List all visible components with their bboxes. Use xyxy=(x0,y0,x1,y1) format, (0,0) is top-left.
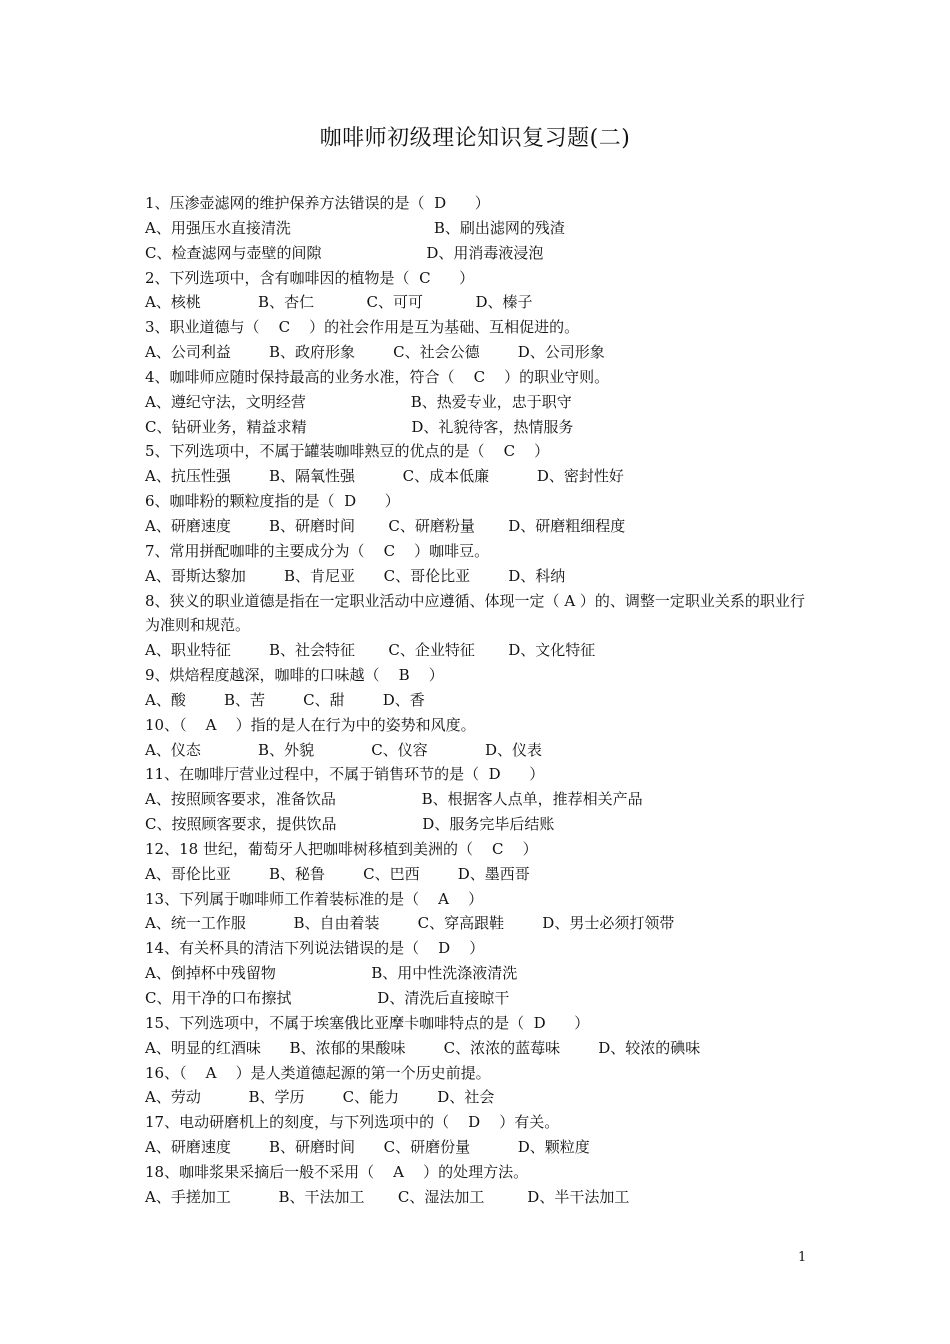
answer-options: C、钻研业务，精益求精 D、礼貌待客，热情服务 xyxy=(145,417,574,436)
answer-options: A、哥伦比亚 B、秘鲁 C、巴西 D、墨西哥 xyxy=(145,864,530,883)
question-text: 18、咖啡浆果采摘后一般不采用（ A ）的处理方法。 xyxy=(145,1162,529,1181)
question-text: 3、职业道德与（ C ）的社会作用是互为基础、互相促进的。 xyxy=(145,318,580,337)
question-text: 1、压渗壶滤网的维护保养方法错误的是（ D ） xyxy=(145,194,490,212)
question-text: 6、咖啡粉的颗粒度指的是（ D ） xyxy=(145,492,400,511)
page-number: 1 xyxy=(798,1250,807,1265)
answer-options: A、按照顾客要求，准备饮品 B、根据客人点单，推荐相关产品 xyxy=(145,790,643,809)
answer-options: A、倒掉杯中残留物 B、用中性洗涤液清洗 xyxy=(145,964,518,983)
question-text: 16、（ A ）是人类道德起源的第一个历史前提。 xyxy=(145,1063,491,1082)
question-text: 15、下列选项中，不属于埃塞俄比亚摩卡咖啡特点的是（ D ） xyxy=(145,1013,590,1032)
answer-options: A、公司利益 B、政府形象 C、社会公德 D、公司形象 xyxy=(145,343,605,362)
answer-options: A、酸 B、苦 C、甜 D、香 xyxy=(145,690,425,709)
question-text: 4、咖啡师应随时保持最高的业务水准，符合（ C ）的职业守则。 xyxy=(145,367,610,386)
question-text: 2、下列选项中，含有咖啡因的植物是（ C ） xyxy=(145,268,475,287)
answer-options: A、核桃 B、杏仁 C、可可 D、榛子 xyxy=(145,293,533,312)
answer-options: A、明显的红酒味 B、浓郁的果酸味 C、浓浓的蓝莓味 D、较浓的碘味 xyxy=(145,1038,701,1057)
question-text: 7、常用拼配咖啡的主要成分为（ C ）咖啡豆。 xyxy=(145,541,490,560)
question-text: 13、下列属于咖啡师工作着装标准的是（ A ） xyxy=(145,889,484,908)
answer-options: A、仪态 B、外貌 C、仪容 D、仪表 xyxy=(145,740,543,759)
question-text: 5、下列选项中，不属于罐装咖啡熟豆的优点的是（ C ） xyxy=(145,442,550,461)
answer-options: A、抗压性强 B、隔氧性强 C、成本低廉 D、密封性好 xyxy=(145,467,624,486)
answer-options: A、职业特征 B、社会特征 C、企业特征 D、文化特征 xyxy=(145,641,596,660)
question-text: 9、烘焙程度越深，咖啡的口味越（ B ） xyxy=(145,666,444,685)
answer-options: A、劳动 B、学历 C、能力 D、社会 xyxy=(145,1088,495,1107)
question-text: 10、（ A ）指的是人在行为中的姿势和风度。 xyxy=(145,715,476,734)
answer-options: A、遵纪守法，文明经营 B、热爱专业，忠于职守 xyxy=(145,392,572,411)
answer-options: A、研磨速度 B、研磨时间 C、研磨粉量 D、研磨粗细程度 xyxy=(145,516,626,535)
answer-options: A、用强压水直接清洗 B、刷出滤网的残渣 xyxy=(145,218,565,237)
answer-options: A、统一工作服 B、自由着装 C、穿高跟鞋 D、男士必须打领带 xyxy=(145,914,675,933)
answer-options: C、检查滤网与壶壁的间隙 D、用消毒液浸泡 xyxy=(145,243,544,262)
answer-options: C、按照顾客要求，提供饮品 D、服务完毕后结账 xyxy=(145,815,555,834)
answer-options: A、研磨速度 B、研磨时间 C、研磨份量 D、颗粒度 xyxy=(145,1138,590,1157)
question-list xyxy=(145,191,815,1210)
question-text: 8、狭义的职业道德是指在一定职业活动中应遵循、体现一定（ A ）的、调整一定职业关系的职业行为准则和规范。 xyxy=(145,591,805,635)
answer-options: A、哥斯达黎加 B、肯尼亚 C、哥伦比亚 D、科纳 xyxy=(145,566,566,585)
answer-options: C、用干净的口布擦拭 D、清洗后直接晾干 xyxy=(145,989,510,1007)
question-text: 11、在咖啡厅营业过程中，不属于销售环节的是（ D ） xyxy=(145,765,545,784)
answer-options: A、手搓加工 B、干法加工 C、湿法加工 D、半干法加工 xyxy=(145,1187,630,1206)
page-title: 咖啡师初级理论知识复习题(二) xyxy=(319,126,631,151)
question-text: 12、18 世纪，葡萄牙人把咖啡树移植到美洲的（ C ） xyxy=(145,839,538,858)
question-text: 17、电动研磨机上的刻度，与下列选项中的（ D ）有关。 xyxy=(145,1113,560,1132)
question-text: 14、有关杯具的清洁下列说法错误的是（ D ） xyxy=(145,939,485,958)
